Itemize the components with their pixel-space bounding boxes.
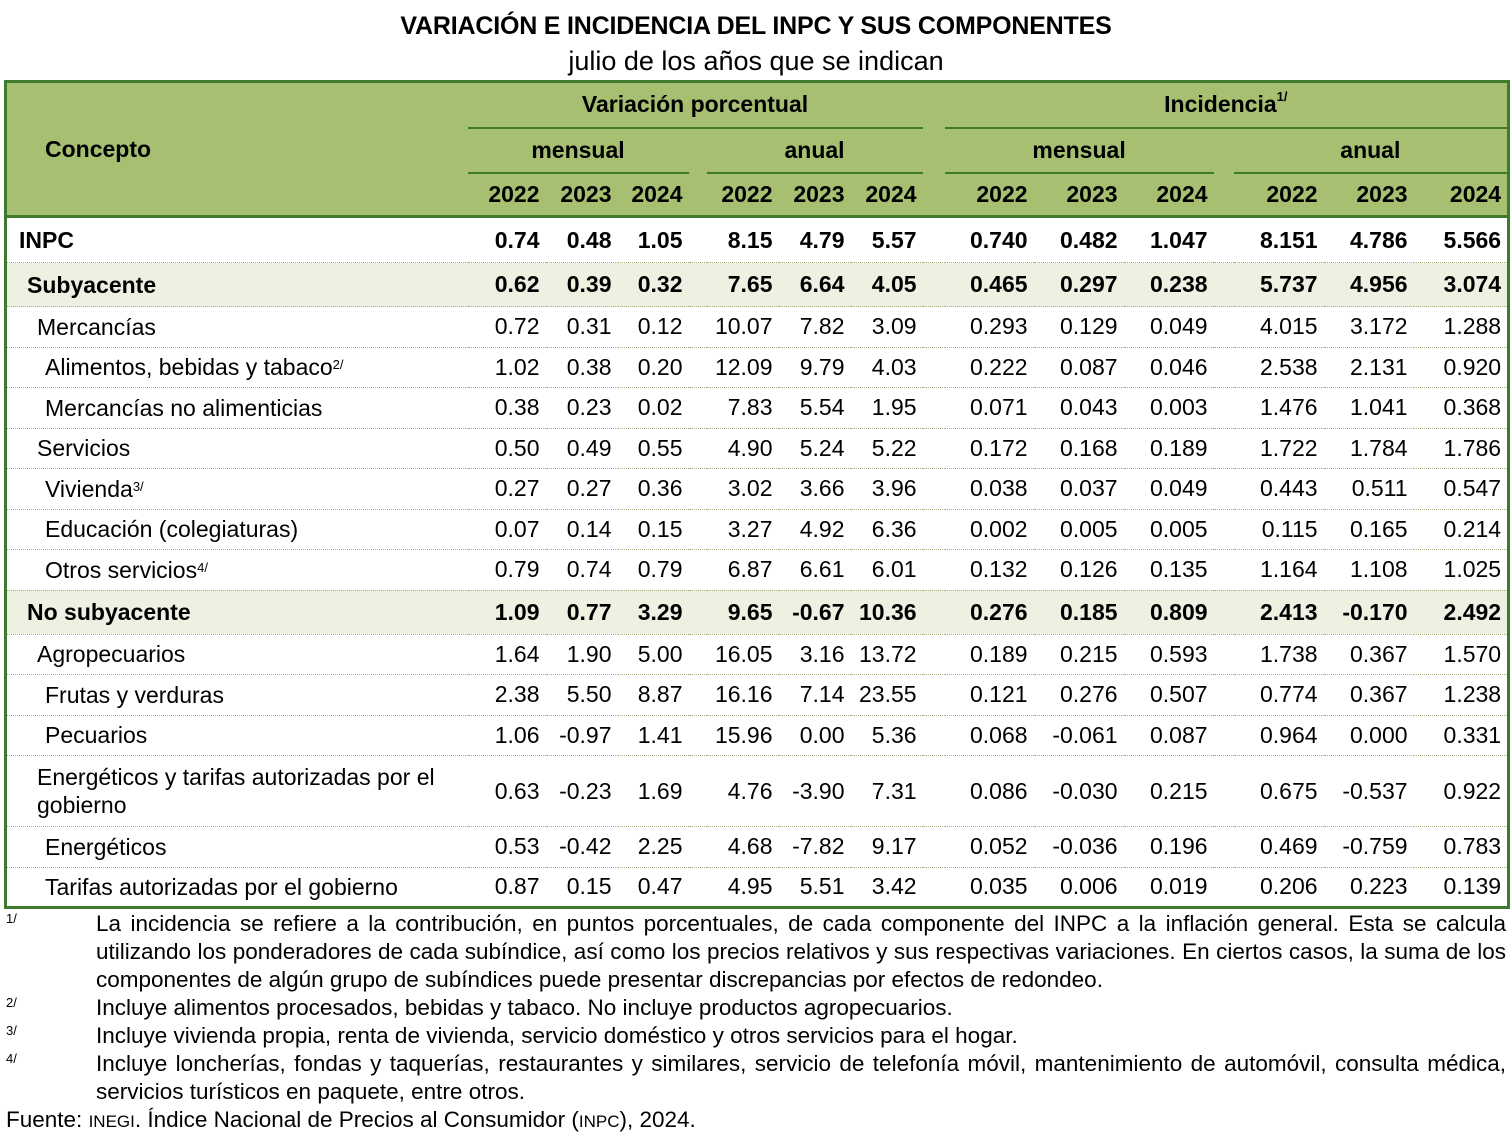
row-label: Energéticos y tarifas autorizadas por el gobierno bbox=[6, 756, 468, 827]
value-cell: 4.68 bbox=[707, 827, 779, 868]
value-cell: 10.36 bbox=[851, 590, 923, 634]
table-row bbox=[6, 550, 1509, 591]
header-year: 2024 bbox=[1414, 173, 1509, 217]
value-cell: 0.189 bbox=[1124, 428, 1214, 469]
row-label: Mercancías no alimenticias bbox=[6, 388, 468, 429]
value-cell: 0.809 bbox=[1124, 590, 1214, 634]
value-cell: 3.02 bbox=[707, 469, 779, 510]
value-cell: 5.57 bbox=[851, 217, 923, 263]
value-cell: 1.784 bbox=[1324, 428, 1414, 469]
header-incidencia: Incidencia$^{1/}$ bbox=[945, 82, 1509, 128]
value-cell: 3.42 bbox=[851, 867, 923, 908]
header-year: 2022 bbox=[1234, 173, 1324, 217]
header-year: 2023 bbox=[1324, 173, 1414, 217]
value-cell: -7.82 bbox=[779, 827, 851, 868]
table-row bbox=[6, 715, 1509, 756]
footnote-ref: 3/ bbox=[132, 478, 144, 494]
value-cell: 9.65 bbox=[707, 590, 779, 634]
value-cell: -0.97 bbox=[546, 715, 618, 756]
value-cell: 0.15 bbox=[546, 867, 618, 908]
value-cell: 3.27 bbox=[707, 509, 779, 550]
value-cell: 8.151 bbox=[1234, 217, 1324, 263]
value-cell: 4.786 bbox=[1324, 217, 1414, 263]
value-cell: 7.83 bbox=[707, 388, 779, 429]
value-cell: 6.01 bbox=[851, 550, 923, 591]
value-cell: 1.722 bbox=[1234, 428, 1324, 469]
value-cell: 0.368 bbox=[1414, 388, 1509, 429]
table-row bbox=[6, 867, 1509, 908]
value-cell: 13.72 bbox=[851, 634, 923, 675]
table-row bbox=[6, 509, 1509, 550]
value-cell: 0.126 bbox=[1034, 550, 1124, 591]
value-cell: 16.16 bbox=[707, 675, 779, 716]
value-cell: 1.05 bbox=[618, 217, 689, 263]
value-cell: 1.047 bbox=[1124, 217, 1214, 263]
value-cell: 1.164 bbox=[1234, 550, 1324, 591]
value-cell: 0.367 bbox=[1324, 634, 1414, 675]
footnote-number: 3/ bbox=[6, 1023, 17, 1038]
value-cell: 0.547 bbox=[1414, 469, 1509, 510]
row-label: Agropecuarios bbox=[6, 634, 468, 675]
value-cell: 0.49 bbox=[546, 428, 618, 469]
table-row bbox=[6, 634, 1509, 675]
value-cell: 4.956 bbox=[1324, 263, 1414, 307]
value-cell: 4.05 bbox=[851, 263, 923, 307]
value-cell: 16.05 bbox=[707, 634, 779, 675]
value-cell: 0.55 bbox=[618, 428, 689, 469]
header-var-anual: anual bbox=[707, 128, 923, 173]
value-cell: -0.537 bbox=[1324, 756, 1414, 827]
value-cell: 0.783 bbox=[1414, 827, 1509, 868]
value-cell: -0.170 bbox=[1324, 590, 1414, 634]
value-cell: 0.48 bbox=[546, 217, 618, 263]
value-cell: 0.135 bbox=[1124, 550, 1214, 591]
value-cell: 2.38 bbox=[468, 675, 546, 716]
value-cell: 0.214 bbox=[1414, 509, 1509, 550]
footnote-text: Incluye vivienda propia, renta de vivienda, servicio doméstico y otros servicios para el hogar. bbox=[96, 1023, 1018, 1048]
table-title: VARIACIÓN E INCIDENCIA DEL INPC Y SUS COMPONENTES bbox=[400, 12, 1112, 40]
source-line: Fuente: INEGI. Índice Nacional de Precios al Consumidor (INPC), 2024. bbox=[6, 1107, 696, 1132]
value-cell: 3.172 bbox=[1324, 307, 1414, 348]
value-cell: 1.041 bbox=[1324, 388, 1414, 429]
header-variacion: Variación porcentual bbox=[468, 82, 923, 128]
header-year: 2022 bbox=[707, 173, 779, 217]
table-row bbox=[6, 756, 1509, 827]
value-cell: 0.276 bbox=[1034, 675, 1124, 716]
value-cell: 0.087 bbox=[1124, 715, 1214, 756]
value-cell: 9.79 bbox=[779, 347, 851, 388]
footnote-ref: 4/ bbox=[197, 559, 208, 575]
value-cell: 0.005 bbox=[1124, 509, 1214, 550]
value-cell: 0.482 bbox=[1034, 217, 1124, 263]
value-cell: 0.129 bbox=[1034, 307, 1124, 348]
table-row bbox=[6, 347, 1509, 388]
header-inc-mensual: mensual bbox=[945, 128, 1214, 173]
value-cell: 4.015 bbox=[1234, 307, 1324, 348]
header-year: 2022 bbox=[468, 173, 546, 217]
value-cell: 5.54 bbox=[779, 388, 851, 429]
value-cell: 1.025 bbox=[1414, 550, 1509, 591]
value-cell: 3.29 bbox=[618, 590, 689, 634]
value-cell: 0.511 bbox=[1324, 469, 1414, 510]
value-cell: 0.47 bbox=[618, 867, 689, 908]
value-cell: 0.50 bbox=[468, 428, 546, 469]
value-cell: 0.000 bbox=[1324, 715, 1414, 756]
value-cell: 0.086 bbox=[945, 756, 1034, 827]
value-cell: 0.087 bbox=[1034, 347, 1124, 388]
row-label: Subyacente bbox=[6, 263, 468, 307]
table-row bbox=[6, 590, 1509, 634]
value-cell: 0.196 bbox=[1124, 827, 1214, 868]
value-cell: 5.51 bbox=[779, 867, 851, 908]
header-year: 2024 bbox=[1124, 173, 1214, 217]
value-cell: 3.09 bbox=[851, 307, 923, 348]
value-cell: 2.131 bbox=[1324, 347, 1414, 388]
value-cell: 5.24 bbox=[779, 428, 851, 469]
value-cell: 1.09 bbox=[468, 590, 546, 634]
value-cell: 0.206 bbox=[1234, 867, 1324, 908]
value-cell: 0.23 bbox=[546, 388, 618, 429]
header-concepto: Concepto bbox=[6, 82, 468, 217]
footnote-number: 2/ bbox=[6, 995, 17, 1010]
value-cell: 0.121 bbox=[945, 675, 1034, 716]
table-row bbox=[6, 217, 1509, 263]
value-cell: 1.64 bbox=[468, 634, 546, 675]
value-cell: 0.035 bbox=[945, 867, 1034, 908]
value-cell: 0.019 bbox=[1124, 867, 1214, 908]
value-cell: 0.31 bbox=[546, 307, 618, 348]
value-cell: 0.003 bbox=[1124, 388, 1214, 429]
footnote bbox=[6, 1050, 1506, 1106]
value-cell: 0.049 bbox=[1124, 307, 1214, 348]
value-cell: 0.115 bbox=[1234, 509, 1324, 550]
value-cell: 0.132 bbox=[945, 550, 1034, 591]
value-cell: 0.443 bbox=[1234, 469, 1324, 510]
value-cell: 0.165 bbox=[1324, 509, 1414, 550]
value-cell: 1.288 bbox=[1414, 307, 1509, 348]
value-cell: 0.037 bbox=[1034, 469, 1124, 510]
value-cell: 0.63 bbox=[468, 756, 546, 827]
value-cell: -0.23 bbox=[546, 756, 618, 827]
value-cell: 0.964 bbox=[1234, 715, 1324, 756]
value-cell: 1.02 bbox=[468, 347, 546, 388]
value-cell: 5.00 bbox=[618, 634, 689, 675]
value-cell: 1.738 bbox=[1234, 634, 1324, 675]
value-cell: 0.367 bbox=[1324, 675, 1414, 716]
value-cell: 3.96 bbox=[851, 469, 923, 510]
value-cell: 6.61 bbox=[779, 550, 851, 591]
value-cell: 15.96 bbox=[707, 715, 779, 756]
value-cell: 0.038 bbox=[945, 469, 1034, 510]
row-label: Otros servicios$^{4/}$ bbox=[6, 550, 468, 591]
value-cell: 0.005 bbox=[1034, 509, 1124, 550]
value-cell: 4.90 bbox=[707, 428, 779, 469]
value-cell: 0.331 bbox=[1414, 715, 1509, 756]
value-cell: 1.786 bbox=[1414, 428, 1509, 469]
value-cell: 2.413 bbox=[1234, 590, 1324, 634]
footnote-number: 1/ bbox=[6, 911, 17, 926]
value-cell: 5.737 bbox=[1234, 263, 1324, 307]
value-cell: 4.79 bbox=[779, 217, 851, 263]
row-label: Servicios bbox=[6, 428, 468, 469]
value-cell: -0.759 bbox=[1324, 827, 1414, 868]
table-row bbox=[6, 675, 1509, 716]
value-cell: 0.002 bbox=[945, 509, 1034, 550]
value-cell: 0.675 bbox=[1234, 756, 1324, 827]
value-cell: 7.65 bbox=[707, 263, 779, 307]
value-cell: 23.55 bbox=[851, 675, 923, 716]
table-row bbox=[6, 388, 1509, 429]
value-cell: 0.20 bbox=[618, 347, 689, 388]
value-cell: 0.00 bbox=[779, 715, 851, 756]
value-cell: 0.36 bbox=[618, 469, 689, 510]
value-cell: 1.570 bbox=[1414, 634, 1509, 675]
value-cell: 0.507 bbox=[1124, 675, 1214, 716]
value-cell: 1.95 bbox=[851, 388, 923, 429]
row-label: Pecuarios bbox=[6, 715, 468, 756]
value-cell: 0.223 bbox=[1324, 867, 1414, 908]
value-cell: 0.215 bbox=[1124, 756, 1214, 827]
value-cell: 0.39 bbox=[546, 263, 618, 307]
value-cell: 0.046 bbox=[1124, 347, 1214, 388]
value-cell: 0.593 bbox=[1124, 634, 1214, 675]
value-cell: 9.17 bbox=[851, 827, 923, 868]
table-row bbox=[6, 263, 1509, 307]
value-cell: 0.168 bbox=[1034, 428, 1124, 469]
row-label: INPC bbox=[6, 217, 468, 263]
value-cell: 10.07 bbox=[707, 307, 779, 348]
value-cell: 0.068 bbox=[945, 715, 1034, 756]
row-label: Vivienda$^{3/}$ bbox=[6, 469, 468, 510]
row-label: Tarifas autorizadas por el gobierno bbox=[6, 867, 468, 908]
value-cell: -0.036 bbox=[1034, 827, 1124, 868]
value-cell: 0.215 bbox=[1034, 634, 1124, 675]
value-cell: 0.185 bbox=[1034, 590, 1124, 634]
header-var-mensual: mensual bbox=[468, 128, 689, 173]
table-row bbox=[6, 428, 1509, 469]
footnote-ref: 2/ bbox=[332, 357, 344, 373]
value-cell: 1.238 bbox=[1414, 675, 1509, 716]
header-year: 2024 bbox=[618, 173, 689, 217]
value-cell: 1.69 bbox=[618, 756, 689, 827]
header-year: 2023 bbox=[779, 173, 851, 217]
value-cell: 0.049 bbox=[1124, 469, 1214, 510]
footnote-text: Incluye alimentos procesados, bebidas y tabaco. No incluye productos agropecuarios. bbox=[96, 995, 953, 1020]
value-cell: 8.87 bbox=[618, 675, 689, 716]
value-cell: 0.052 bbox=[945, 827, 1034, 868]
value-cell: 0.469 bbox=[1234, 827, 1324, 868]
value-cell: 0.79 bbox=[618, 550, 689, 591]
value-cell: 1.476 bbox=[1234, 388, 1324, 429]
value-cell: 4.03 bbox=[851, 347, 923, 388]
value-cell: 6.36 bbox=[851, 509, 923, 550]
value-cell: 0.293 bbox=[945, 307, 1034, 348]
value-cell: 1.90 bbox=[546, 634, 618, 675]
value-cell: 0.14 bbox=[546, 509, 618, 550]
value-cell: 12.09 bbox=[707, 347, 779, 388]
value-cell: 0.774 bbox=[1234, 675, 1324, 716]
value-cell: 0.139 bbox=[1414, 867, 1509, 908]
footnote bbox=[6, 910, 1506, 994]
row-label: Frutas y verduras bbox=[6, 675, 468, 716]
value-cell: 0.53 bbox=[468, 827, 546, 868]
value-cell: 0.006 bbox=[1034, 867, 1124, 908]
footnote-text: La incidencia se refiere a la contribución, en puntos porcentuales, de cada componente del INPC a la inflación general. Esta se calcula utilizando los ponderadores de cada subíndice, así como los precios relativos y sus respectivas variaciones. En ciertos casos, la suma de los componentes de algún grupo de subíndices puede presentar discrepancias por efectos de redondeo. bbox=[96, 911, 1506, 992]
value-cell: 1.06 bbox=[468, 715, 546, 756]
row-label: Mercancías bbox=[6, 307, 468, 348]
value-cell: 0.38 bbox=[546, 347, 618, 388]
value-cell: 5.566 bbox=[1414, 217, 1509, 263]
value-cell: 0.276 bbox=[945, 590, 1034, 634]
value-cell: 0.222 bbox=[945, 347, 1034, 388]
header-year: 2024 bbox=[851, 173, 923, 217]
table-row bbox=[6, 827, 1509, 868]
value-cell: 4.92 bbox=[779, 509, 851, 550]
value-cell: 0.79 bbox=[468, 550, 546, 591]
value-cell: 4.95 bbox=[707, 867, 779, 908]
value-cell: 0.62 bbox=[468, 263, 546, 307]
value-cell: -0.030 bbox=[1034, 756, 1124, 827]
value-cell: 0.32 bbox=[618, 263, 689, 307]
value-cell: 0.15 bbox=[618, 509, 689, 550]
header-year: 2023 bbox=[546, 173, 618, 217]
table-subtitle: julio de los años que se indican bbox=[568, 46, 944, 76]
value-cell: 0.189 bbox=[945, 634, 1034, 675]
value-cell: 8.15 bbox=[707, 217, 779, 263]
table-row bbox=[6, 469, 1509, 510]
value-cell: 0.72 bbox=[468, 307, 546, 348]
footnote bbox=[6, 1022, 1506, 1050]
value-cell: 2.492 bbox=[1414, 590, 1509, 634]
row-label: Energéticos bbox=[6, 827, 468, 868]
footnote-text: Incluye loncherías, fondas y taquerías, restaurantes y similares, servicio de telefonía móvil, mantenimiento de automóvil, consulta médica, servicios turísticos en paquete, entre otros. bbox=[96, 1051, 1506, 1104]
header-year: 2023 bbox=[1034, 173, 1124, 217]
value-cell: -0.061 bbox=[1034, 715, 1124, 756]
value-cell: 0.920 bbox=[1414, 347, 1509, 388]
value-cell: 7.31 bbox=[851, 756, 923, 827]
table-row bbox=[6, 307, 1509, 348]
value-cell: 1.108 bbox=[1324, 550, 1414, 591]
value-cell: 0.27 bbox=[546, 469, 618, 510]
value-cell: 0.043 bbox=[1034, 388, 1124, 429]
header-inc-anual: anual bbox=[1234, 128, 1509, 173]
value-cell: 0.071 bbox=[945, 388, 1034, 429]
row-label: Educación (colegiaturas) bbox=[6, 509, 468, 550]
value-cell: 3.66 bbox=[779, 469, 851, 510]
value-cell: 5.22 bbox=[851, 428, 923, 469]
value-cell: -3.90 bbox=[779, 756, 851, 827]
value-cell: 1.41 bbox=[618, 715, 689, 756]
value-cell: 0.297 bbox=[1034, 263, 1124, 307]
value-cell: 7.14 bbox=[779, 675, 851, 716]
value-cell: 4.76 bbox=[707, 756, 779, 827]
value-cell: 0.922 bbox=[1414, 756, 1509, 827]
value-cell: 6.64 bbox=[779, 263, 851, 307]
row-label: Alimentos, bebidas y tabaco$^{2/}$ bbox=[6, 347, 468, 388]
value-cell: -0.42 bbox=[546, 827, 618, 868]
value-cell: -0.67 bbox=[779, 590, 851, 634]
value-cell: 0.07 bbox=[468, 509, 546, 550]
value-cell: 0.02 bbox=[618, 388, 689, 429]
inpc-table bbox=[4, 80, 1510, 909]
value-cell: 0.740 bbox=[945, 217, 1034, 263]
value-cell: 0.87 bbox=[468, 867, 546, 908]
header-year: 2022 bbox=[945, 173, 1034, 217]
value-cell: 0.74 bbox=[546, 550, 618, 591]
value-cell: 0.465 bbox=[945, 263, 1034, 307]
value-cell: 2.25 bbox=[618, 827, 689, 868]
value-cell: 0.12 bbox=[618, 307, 689, 348]
footnote bbox=[6, 994, 1506, 1022]
value-cell: 3.074 bbox=[1414, 263, 1509, 307]
footnote-number: 4/ bbox=[6, 1051, 17, 1066]
value-cell: 0.172 bbox=[945, 428, 1034, 469]
value-cell: 0.38 bbox=[468, 388, 546, 429]
value-cell: 5.36 bbox=[851, 715, 923, 756]
value-cell: 0.77 bbox=[546, 590, 618, 634]
value-cell: 0.27 bbox=[468, 469, 546, 510]
value-cell: 5.50 bbox=[546, 675, 618, 716]
value-cell: 0.238 bbox=[1124, 263, 1214, 307]
footnotes bbox=[6, 910, 1506, 1136]
row-label: No subyacente bbox=[6, 590, 468, 634]
value-cell: 2.538 bbox=[1234, 347, 1324, 388]
value-cell: 0.74 bbox=[468, 217, 546, 263]
value-cell: 6.87 bbox=[707, 550, 779, 591]
value-cell: 3.16 bbox=[779, 634, 851, 675]
value-cell: 7.82 bbox=[779, 307, 851, 348]
